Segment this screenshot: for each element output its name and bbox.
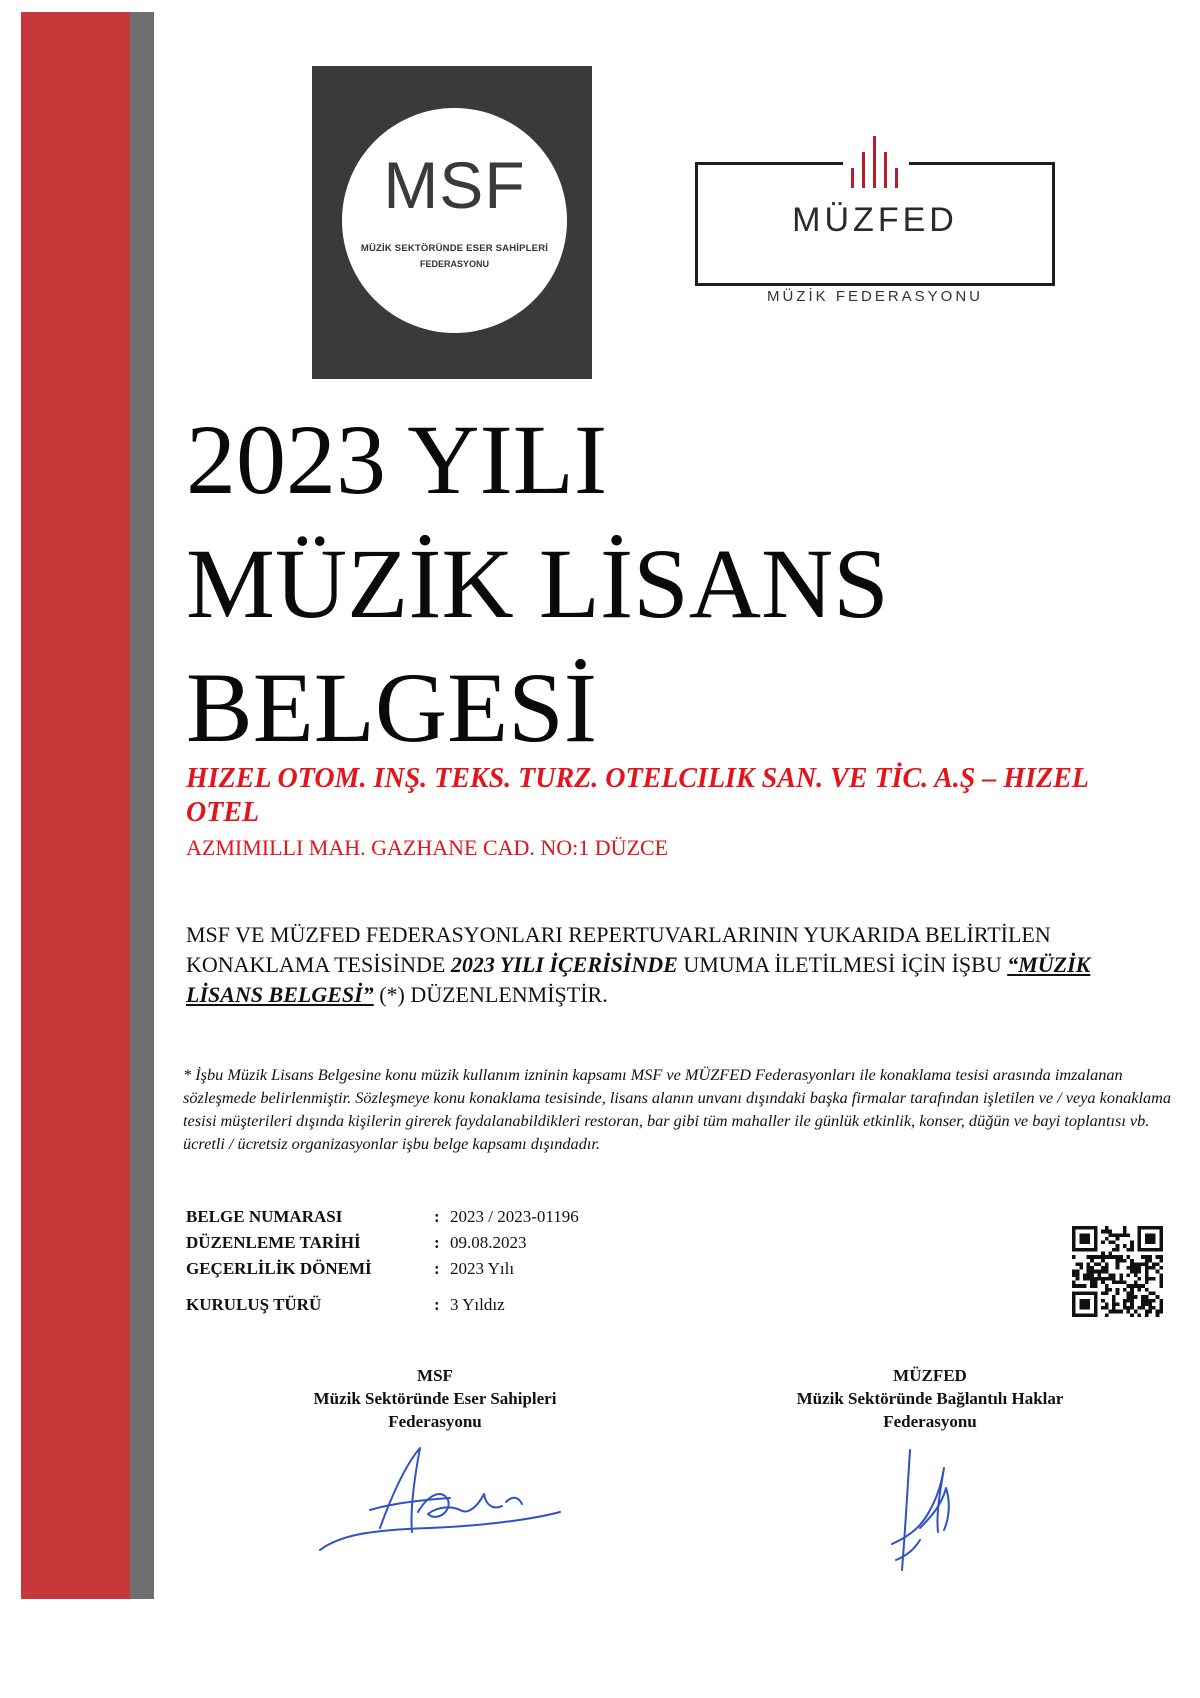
signature-muzfed	[880, 1440, 990, 1580]
statement-part-3: (*) DÜZENLENMİŞTİR.	[373, 982, 608, 1007]
signatory-line1: Müzik Sektöründe Bağlantılı Haklar	[796, 1389, 1064, 1408]
scope-footnote: * İşbu Müzik Lisans Belgesine konu müzik kullanım izninin kapsamı MSF ve MÜZFED Federasyonları ile konaklama tesisi arasında imzalanan sözleşmede belirlenmiştir. Sözleşmeye konu konaklama tesisinde, lisans alanın unvanı dışındaki başka firmalar tarafından işletilen ve / veya konaklama tesisi müşterileri dışında kişilerin girerek faydalanabildikleri restoran, bar gibi tüm mahaller ile günlük etkinlik, konser, düğün ve bayi toplantısı vb. ücretli / ücretsiz organizasyonlar işbu belge kapsamı dışındadır.	[183, 1065, 1172, 1153]
signatory-abbr: MSF	[417, 1366, 453, 1385]
signatory-line1: Müzik Sektöründe Eser Sahipleri	[313, 1389, 557, 1408]
title-line-3: BELGESİ	[186, 652, 598, 763]
title-line-1: 2023 YILI	[186, 404, 608, 515]
statement-document-name: “MÜZİK LİSANS BELGESİ”	[186, 952, 1091, 1007]
detail-value: 09.08.2023	[450, 1233, 527, 1252]
signatory-line2: Federasyonu	[388, 1412, 482, 1431]
detail-value: 3 Yıldız	[450, 1295, 505, 1314]
detail-separator: :	[434, 1295, 440, 1314]
statement-part-1: MSF VE MÜZFED FEDERASYONLARI REPERTUVARLARININ YUKARIDA BELİRTİLEN KONAKLAMA TESİSİNDE	[186, 922, 1051, 977]
statement-part-2: UMUMA İLETİLMESİ İÇİN İŞBU	[677, 952, 1008, 977]
licensee-company-name: HIZEL OTOM. INŞ. TEKS. TURZ. OTELCILIK SAN. VE TİC. A.Ş – HIZEL OTEL	[186, 763, 1088, 828]
qr-code-icon[interactable]	[1072, 1226, 1163, 1317]
signatory-abbr: MÜZFED	[893, 1366, 967, 1385]
document-title	[186, 398, 889, 770]
muzfed-soundbars-icon	[843, 132, 909, 194]
title-line-2: MÜZİK LİSANS	[186, 528, 889, 639]
signatory-muzfed	[730, 1364, 1130, 1433]
detail-value: 2023 / 2023-01196	[450, 1207, 579, 1226]
detail-separator: :	[434, 1259, 440, 1278]
msf-logo-abbr: MSF	[383, 148, 526, 222]
left-gray-stripe	[130, 12, 154, 1599]
msf-logo-line1: MÜZİK SEKTÖRÜNDE ESER SAHİPLERİ	[360, 243, 549, 254]
detail-separator: :	[434, 1233, 440, 1252]
msf-logo-line2: FEDERASYONU	[419, 259, 489, 269]
detail-label: DÜZENLEME TARİHİ	[186, 1233, 361, 1252]
statement-emphasis: 2023 YILI İÇERİSİNDE	[450, 952, 678, 977]
detail-separator: :	[434, 1207, 440, 1226]
detail-label: KURULUŞ TÜRÜ	[186, 1295, 322, 1314]
license-statement	[186, 920, 1146, 1010]
signatory-msf	[235, 1364, 635, 1433]
signature-msf	[310, 1440, 570, 1560]
msf-logo-circle	[342, 108, 567, 333]
detail-value: 2023 Yılı	[450, 1259, 515, 1278]
left-red-stripe	[21, 12, 130, 1599]
msf-logo	[312, 66, 592, 379]
muzfed-logo	[695, 132, 1055, 312]
muzfed-logo-name: MÜZFED	[792, 201, 958, 239]
signatory-line2: Federasyonu	[883, 1412, 977, 1431]
detail-label: GEÇERLİLİK DÖNEMİ	[186, 1259, 372, 1278]
licensee-address: AZMIMILLI MAH. GAZHANE CAD. NO:1 DÜZCE	[186, 835, 669, 860]
detail-label: BELGE NUMARASI	[186, 1207, 343, 1226]
muzfed-logo-subtitle: MÜZİK FEDERASYONU	[766, 288, 983, 305]
